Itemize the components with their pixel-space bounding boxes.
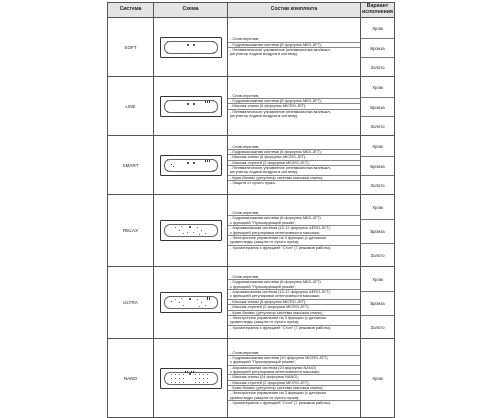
table-row: [108, 136, 395, 195]
finish-option: Золото: [361, 116, 394, 135]
component-line: регулятор подачи воздуха в систему).: [230, 114, 299, 119]
component-line: - Пневматическое управление (пневмокнопка вкл/выкл,: [228, 165, 360, 170]
control-knob-mark: [187, 162, 189, 164]
systems-table-wrapper: [107, 2, 394, 418]
back-jet-mark: [185, 371, 186, 374]
jet-nozzle-mark: [167, 100, 168, 101]
jet-nozzle-mark: [203, 378, 204, 379]
component-line: - Аэромассажная система (10-12 форсунок AERO-JET): [228, 225, 360, 230]
finish-option: Золото: [361, 175, 394, 194]
jet-nozzle-mark: [203, 382, 204, 383]
header-composition: Состав комплекта: [228, 3, 361, 18]
system-name: NANO: [108, 339, 154, 418]
back-jet-mark: [191, 371, 192, 374]
bathtub-scheme-diagram: [160, 368, 222, 389]
back-jet-mark: [209, 160, 210, 163]
jet-nozzle-mark: [183, 374, 184, 375]
variant-cell: [361, 339, 395, 418]
variant-cell: [361, 77, 395, 136]
jet-nozzle-mark: [207, 382, 208, 383]
bathtub-scheme-diagram: [160, 292, 222, 313]
foot-jet-mark: [171, 164, 173, 165]
component-line: уровня воды (защита от сухого пуска);: [230, 240, 300, 245]
composition-cell: [228, 195, 361, 267]
jet-nozzle-mark: [183, 305, 184, 306]
back-jet-mark: [205, 101, 206, 104]
component-line: - Гидромассажная система (6 форсунок MIDI-JET);: [228, 98, 360, 103]
back-jet-mark: [207, 101, 208, 104]
jet-nozzle-mark: [167, 41, 168, 42]
jet-nozzle-mark: [171, 374, 172, 375]
component-line: регулятор подачи воздуха в систему).: [230, 52, 299, 57]
control-knob-mark: [193, 162, 195, 164]
table-row: [108, 77, 395, 136]
jet-nozzle-mark: [167, 170, 168, 171]
systems-table: [107, 2, 395, 418]
variant-cell: [361, 18, 395, 77]
composition-cell: [228, 18, 361, 77]
jet-nozzle-mark: [201, 302, 202, 303]
jet-nozzle-mark: [213, 170, 214, 171]
finish-option: Хром: [372, 25, 383, 31]
component-line: - Массаж ступней (2 форсунки MICRO-JET);: [228, 380, 360, 385]
system-name: SOFT: [108, 18, 154, 77]
component-line: - Слив-перелив;: [230, 275, 260, 280]
table-row: [108, 267, 395, 339]
table-header-row: [108, 3, 395, 18]
control-knob-mark: [187, 44, 189, 46]
component-line: - Гидромассажная система (6 форсунок MIDI-JET): [228, 279, 360, 284]
jet-nozzle-mark: [167, 159, 168, 160]
jet-nozzle-mark: [195, 378, 196, 379]
component-line: - Защита от сухого пуска.: [228, 180, 360, 185]
component-line: - Массаж спины (6 форсунок MICRO-JET);: [228, 299, 360, 304]
system-name: ULTRA: [108, 267, 154, 339]
component-line: - Слив-перелив;: [230, 350, 260, 355]
component-line: - Гидромассажная система (6 форсунок MIDI-JET): [228, 215, 360, 220]
finish-option: Хром: [372, 204, 383, 210]
back-jet-mark: [187, 371, 188, 374]
composition-cell: [228, 136, 361, 195]
finish-option: Хром: [372, 276, 383, 282]
jet-nozzle-mark: [191, 53, 192, 54]
jet-nozzle-mark: [175, 374, 176, 375]
table-row: [108, 339, 395, 418]
control-knob-mark: [187, 103, 189, 105]
table-row: [108, 195, 395, 267]
jet-nozzle-mark: [175, 382, 176, 383]
jet-nozzle-mark: [213, 52, 214, 53]
component-line: - Пневматическое управление (пневмокнопка вкл/выкл,: [228, 109, 360, 114]
header-variant: Вариант исполнения: [361, 3, 395, 18]
system-name: SMART: [108, 136, 154, 195]
jet-nozzle-mark: [179, 230, 180, 231]
jet-nozzle-mark: [175, 378, 176, 379]
back-jet-mark: [205, 160, 206, 163]
back-jet-mark: [209, 101, 210, 104]
scheme-cell: [154, 18, 228, 77]
variant-cell: [361, 195, 395, 267]
finish-option: Бронза: [361, 219, 394, 243]
composition-cell: [228, 267, 361, 339]
jet-nozzle-mark: [201, 230, 202, 231]
jet-nozzle-mark: [193, 232, 194, 233]
back-jet-mark: [209, 297, 210, 300]
jet-nozzle-mark: [207, 378, 208, 379]
component-line: - Кран-баланс (регулятор системы массажа спины);: [228, 385, 360, 390]
jet-nozzle-mark: [213, 159, 214, 160]
component-line: - Кран-баланс (регулятор системы массажа спины);: [228, 175, 360, 180]
table-row: [108, 18, 395, 77]
jet-nozzle-mark: [207, 374, 208, 375]
foot-jet-mark: [171, 301, 173, 302]
jet-nozzle-mark: [183, 233, 184, 234]
header-scheme: Схема: [154, 3, 228, 18]
finish-option: Хром: [372, 375, 383, 381]
jet-nozzle-mark: [195, 382, 196, 383]
back-jet-mark: [207, 160, 208, 163]
scheme-cell: [154, 339, 228, 418]
component-line: с функцией "Пульсирующий режим";: [230, 284, 297, 289]
component-line: - Аэромассажная система (10-12 форсунок AERO-JET): [228, 289, 360, 294]
jet-nozzle-mark: [175, 227, 176, 228]
jet-nozzle-mark: [189, 53, 190, 54]
finish-option: Золото: [361, 315, 394, 338]
component-line: - Слив-перелив;: [230, 211, 260, 216]
component-line: с функцией регулировки интенсивности массажа;: [230, 369, 320, 374]
jet-nozzle-mark: [179, 378, 180, 379]
jet-nozzle-mark: [187, 232, 188, 233]
finish-option: Хром: [372, 84, 383, 90]
jet-nozzle-mark: [197, 299, 198, 300]
foot-jet-mark: [173, 166, 175, 167]
finish-option: Бронза: [361, 38, 394, 57]
jet-nozzle-mark: [213, 100, 214, 101]
component-line: регулятор подачи воздуха в систему);: [230, 170, 299, 175]
jet-nozzle-mark: [205, 233, 206, 234]
jet-nozzle-mark: [171, 378, 172, 379]
scheme-cell: [154, 267, 228, 339]
finish-option: Золото: [361, 243, 394, 266]
jet-nozzle-mark: [203, 374, 204, 375]
component-line: - Электронное управление на 3 функции (с датчиком: [228, 315, 360, 320]
header-system: Система: [108, 3, 154, 18]
jet-nozzle-mark: [179, 302, 180, 303]
component-line: - Хромотерапия с функцией "Стоп" (7 режимов работы).: [228, 325, 360, 330]
component-line: - Массаж ступней (2 форсунки MICRO-JET);: [228, 160, 360, 165]
component-line: - Массаж спины (6 форсунок MICRO-JET);: [228, 154, 360, 159]
component-line: с функцией "Пульсирующий режим";: [230, 360, 297, 365]
finish-option: Бронза: [361, 156, 394, 175]
jet-nozzle-mark: [179, 374, 180, 375]
system-name: RELAX: [108, 195, 154, 267]
finish-option: Бронза: [361, 97, 394, 116]
variant-cell: [361, 136, 395, 195]
jet-nozzle-mark: [197, 227, 198, 228]
component-line: - Гидромассажная система (6 форсунок MIDI-JET);: [228, 42, 360, 47]
control-knob-mark: [193, 103, 195, 105]
scheme-cell: [154, 77, 228, 136]
composition-cell: [228, 339, 361, 418]
finish-option: Бронза: [361, 291, 394, 315]
jet-nozzle-mark: [167, 111, 168, 112]
jet-nozzle-mark: [167, 52, 168, 53]
component-line: - Кран-баланс (регулятор системы массажа спины);: [228, 310, 360, 315]
jet-nozzle-mark: [171, 382, 172, 383]
jet-nozzle-mark: [213, 111, 214, 112]
finish-option: Золото: [361, 57, 394, 76]
component-line: - Слив-перелив;: [230, 144, 260, 149]
jet-nozzle-mark: [199, 382, 200, 383]
component-line: - Пневматическое управление (пневмокнопка вкл/выкл,: [228, 47, 360, 52]
component-line: - Хромотерапия с функцией "Стоп" (7 режимов работы).: [228, 245, 360, 250]
component-line: - Аэромассажная система (24 форсунки NANO): [228, 365, 360, 370]
component-line: - Слив-перелив;: [230, 93, 260, 98]
component-line: с функцией "Пульсирующий режим";: [230, 220, 297, 225]
back-jet-mark: [207, 297, 208, 300]
jet-nozzle-mark: [213, 41, 214, 42]
system-name: LINE: [108, 77, 154, 136]
component-line: уровня воды (защита от сухого пуска);: [230, 320, 300, 325]
jet-nozzle-mark: [179, 382, 180, 383]
back-jet-mark: [193, 371, 194, 374]
component-line: с функцией регулировки интенсивности массажа;: [230, 230, 320, 235]
component-line: - Гидромассажная система (6 форсунок MIDI-JET);: [228, 149, 360, 154]
component-line: - Хромотерапия с функцией "Стоп" (7 режимов работы).: [228, 400, 360, 405]
jet-nozzle-mark: [199, 378, 200, 379]
jet-nozzle-mark: [183, 378, 184, 379]
bathtub-scheme-diagram: [160, 155, 222, 176]
jet-nozzle-mark: [175, 299, 176, 300]
jet-nozzle-mark: [183, 382, 184, 383]
scheme-cell: [154, 195, 228, 267]
bathtub-basin-outline: [164, 100, 218, 113]
bathtub-scheme-diagram: [160, 220, 222, 241]
jet-nozzle-mark: [181, 226, 182, 227]
component-line: уровня воды (защита от сухого пуска);: [230, 395, 300, 400]
component-line: - Массаж ступней (2 форсунки MICRO-JET);: [228, 304, 360, 309]
jet-nozzle-mark: [181, 298, 182, 299]
jet-nozzle-mark: [199, 374, 200, 375]
component-line: - Слив-перелив;: [230, 37, 260, 42]
jet-nozzle-mark: [205, 305, 206, 306]
component-line: - Массаж спины (24 форсунки NANO);: [228, 374, 360, 379]
component-line: - Электронное управление на 3 функции (с датчиком: [228, 390, 360, 395]
bathtub-scheme-diagram: [160, 96, 222, 117]
component-line: с функцией регулировки интенсивности массажа;: [230, 294, 320, 299]
jet-nozzle-mark: [195, 374, 196, 375]
scheme-cell: [154, 136, 228, 195]
variant-cell: [361, 267, 395, 339]
jet-nozzle-mark: [199, 234, 200, 235]
control-knob-mark: [193, 44, 195, 46]
bathtub-basin-outline: [164, 41, 218, 54]
finish-option: Хром: [372, 143, 383, 149]
component-line: - Массаж спины (6 форсунок MICRO-JET);: [228, 103, 360, 108]
bathtub-scheme-diagram: [160, 37, 222, 58]
component-line: - Гидромассажная система (10 форсунок MICRO-JET): [228, 355, 360, 360]
component-line: - Электронное управление на 3 функции (с датчиком: [228, 235, 360, 240]
jet-nozzle-mark: [199, 306, 200, 307]
composition-cell: [228, 77, 361, 136]
